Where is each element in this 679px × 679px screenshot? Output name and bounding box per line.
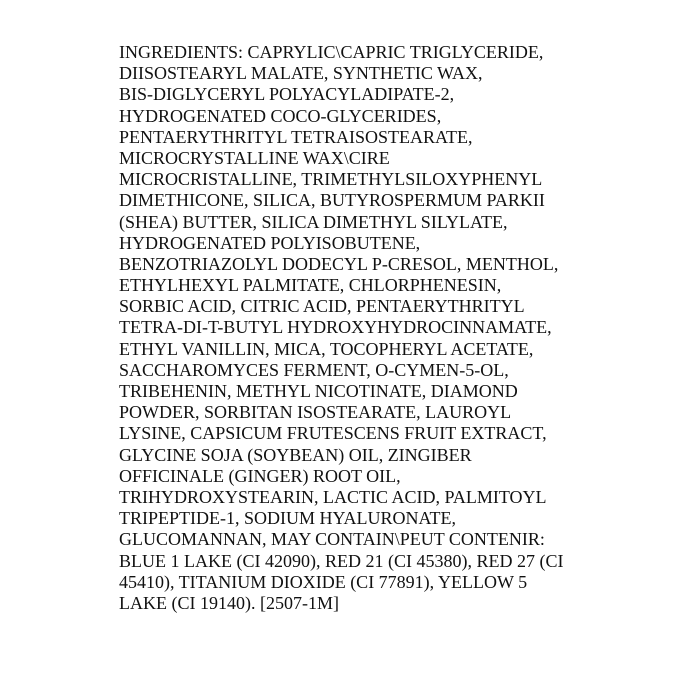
ingredient-line: PENTAERYTHRITYL TETRAISOSTEARATE, [119,126,473,147]
ingredient-line: BIS-DIGLYCERYL POLYACYLADIPATE-2, [119,84,455,105]
ingredient-line: BENZOTRIAZOLYL DODECYL P-CRESOL, MENTHOL, [119,253,559,274]
ingredient-line: MICROCRISTALLINE, TRIMETHYLSILOXYPHENYL [119,169,543,190]
ingredient-line: TRIPEPTIDE-1, SODIUM HYALURONATE, [119,508,456,529]
ingredient-line: BLUE 1 LAKE (CI 42090), RED 21 (CI 45380), RED 27 (CI [119,550,564,571]
ingredient-line: HYDROGENATED POLYISOBUTENE, [119,232,421,253]
ingredient-line: DIISOSTEARYL MALATE, SYNTHETIC WAX, [119,63,483,84]
ingredient-line: DIMETHICONE, SILICA, BUTYROSPERMUM PARKII [119,190,545,211]
ingredient-line: TRIBEHENIN, METHYL NICOTINATE, DIAMOND [119,381,518,401]
ingredient-line: LYSINE, CAPSICUM FRUTESCENS FRUIT EXTRACT, [119,423,547,444]
ingredient-line: GLYCINE SOJA (SOYBEAN) OIL, ZINGIBER [119,444,472,465]
ingredient-line: MICROCRYSTALLINE WAX\CIRE [119,147,390,168]
ingredient-line: LAKE (CI 19140). [2507-1M] [119,592,339,613]
ingredient-line: (SHEA) BUTTER, SILICA DIMETHYL SILYLATE, [119,211,508,232]
ingredient-line: HYDROGENATED COCO-GLYCERIDES, [119,105,442,126]
ingredient-line: TRIHYDROXYSTEARIN, LACTIC ACID, PALMITOYL [119,486,547,507]
ingredient-line: TETRA-DI-T-BUTYL HYDROXYHYDROCINNAMATE, [119,317,552,338]
ingredient-line: SORBIC ACID, CITRIC ACID, PENTAERYTHRITYL [119,296,525,317]
ingredient-line: 45410), TITANIUM DIOXIDE (CI 77891), YELLOW 5 [119,571,528,592]
ingredient-line: OFFICINALE (GINGER) ROOT OIL, [119,465,401,486]
ingredient-line: ETHYL VANILLIN, MICA, TOCOPHERYL ACETATE, [119,338,534,359]
ingredients-text-block [119,42,664,614]
ingredient-line: SACCHAROMYCES FERMENT, O-CYMEN-5-OL, [119,359,509,380]
ingredient-line: POWDER, SORBITAN ISOSTEARATE, LAUROYL [119,402,512,423]
ingredient-line: ETHYLHEXYL PALMITATE, CHLORPHENESIN, [119,275,502,296]
ingredient-line: GLUCOMANNAN, MAY CONTAIN\PEUT CONTENIR: [119,529,545,550]
ingredient-line: INGREDIENTS: CAPRYLIC\CAPRIC TRIGLYCERIDE, [119,42,544,62]
